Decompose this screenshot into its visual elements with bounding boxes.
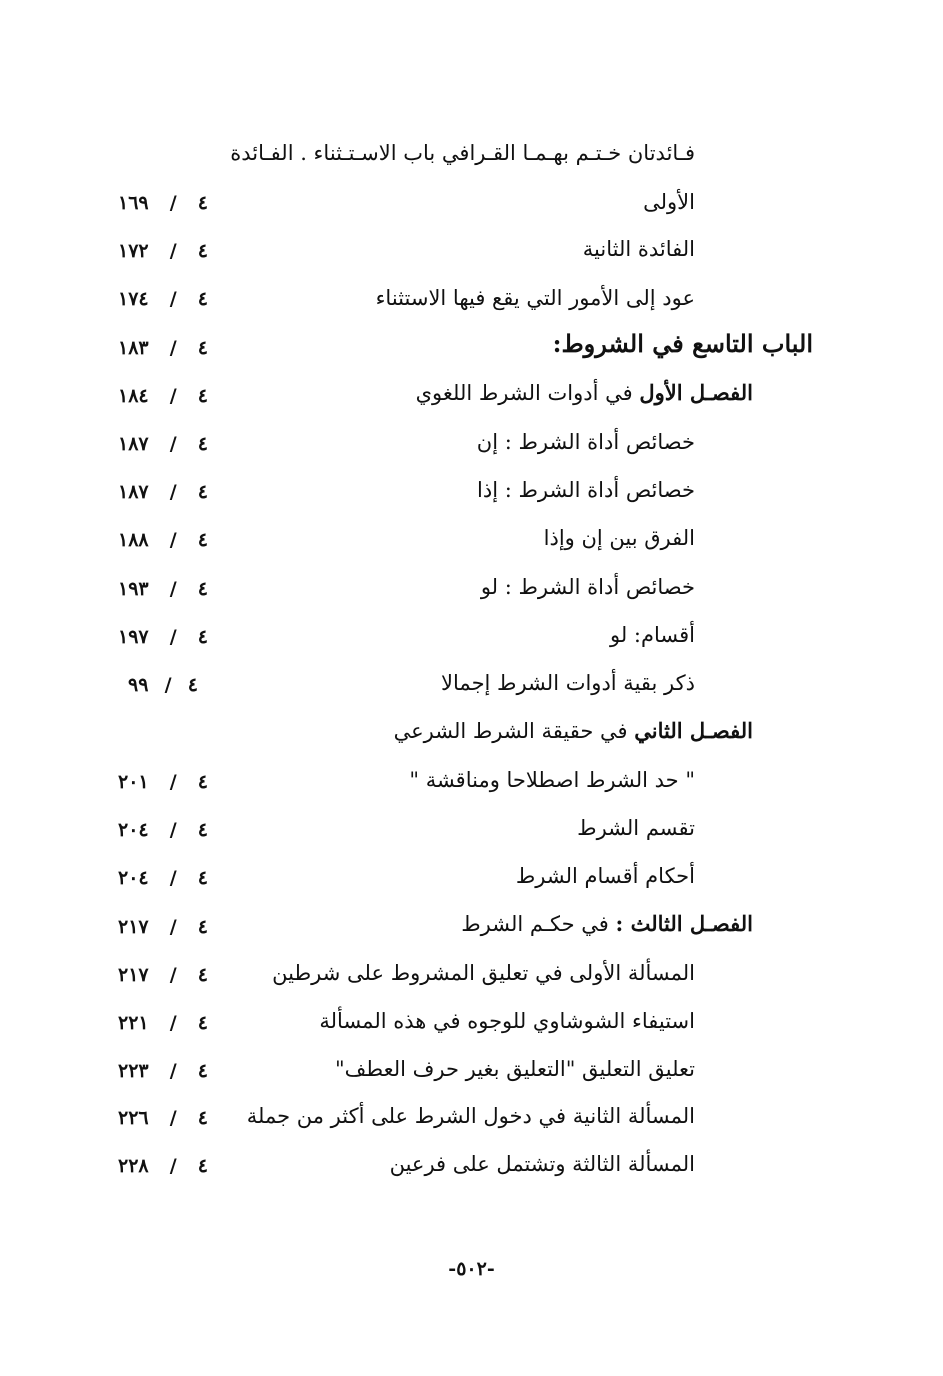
toc-entry-title: الأولى bbox=[643, 190, 695, 214]
section-title: في حكـم الشرط bbox=[461, 912, 616, 936]
ref-separator: / bbox=[169, 529, 177, 551]
page-number: ٢١٧ bbox=[118, 964, 149, 986]
volume-number: ٤ bbox=[197, 1012, 208, 1034]
volume-number: ٤ bbox=[197, 867, 208, 889]
toc-entry-ref bbox=[118, 960, 208, 990]
chapter-heading: الباب التاسع في الشروط: bbox=[552, 329, 813, 358]
toc-entry-ref bbox=[118, 767, 208, 797]
ref-separator: / bbox=[169, 1060, 177, 1082]
ref-separator: / bbox=[169, 288, 177, 310]
toc-entry-ref bbox=[118, 1056, 208, 1086]
volume-number: ٤ bbox=[197, 626, 208, 648]
page-number: ١٩٧ bbox=[118, 626, 149, 648]
ref-separator: / bbox=[169, 771, 177, 793]
toc-entry-ref bbox=[118, 477, 208, 507]
toc-entry-title: استيفاء الشوشاوي للوجوه في هذه المسألة bbox=[319, 1009, 695, 1033]
toc-entry-ref bbox=[118, 912, 208, 942]
volume-number: ٤ bbox=[197, 192, 208, 214]
volume-number: ٤ bbox=[187, 674, 198, 696]
page-number: ٢٢٦ bbox=[118, 1107, 149, 1129]
toc-entry-ref bbox=[118, 815, 208, 845]
toc-entry-ref bbox=[118, 236, 208, 266]
toc-entry-ref bbox=[118, 1103, 208, 1133]
volume-number: ٤ bbox=[197, 433, 208, 455]
ref-separator: / bbox=[169, 916, 177, 938]
volume-number: ٤ bbox=[197, 1107, 208, 1129]
section-label: الفصـل الثالث : bbox=[615, 911, 753, 936]
section-heading bbox=[416, 378, 753, 408]
ref-separator: / bbox=[169, 240, 177, 262]
toc-entry-title: أقسام: لو bbox=[609, 623, 695, 647]
toc-entry-ref bbox=[118, 381, 208, 411]
ref-separator: / bbox=[169, 1012, 177, 1034]
volume-number: ٤ bbox=[197, 819, 208, 841]
toc-entry-title: تعليق التعليق "التعليق بغير حرف العطف" bbox=[334, 1057, 695, 1081]
page-number: ١٦٩ bbox=[118, 192, 149, 214]
volume-number: ٤ bbox=[197, 529, 208, 551]
toc-entry-title: ذكر بقية أدوات الشرط إجمالا bbox=[441, 671, 695, 695]
toc-entry-title: فـائدتان خـتـم بهـمـا القـرافي باب الاسـتـثناء . الفـائدة bbox=[230, 141, 695, 165]
toc-entry-ref bbox=[118, 574, 208, 604]
volume-number: ٤ bbox=[197, 964, 208, 986]
volume-number: ٤ bbox=[197, 1060, 208, 1082]
toc-entry-title: خصائص أداة الشرط : إن bbox=[476, 430, 695, 454]
toc-entry-ref bbox=[118, 188, 208, 218]
page-number: ٢١٧ bbox=[118, 916, 149, 938]
volume-number: ٤ bbox=[197, 771, 208, 793]
volume-number: ٤ bbox=[197, 240, 208, 262]
ref-separator: / bbox=[164, 674, 172, 696]
ref-separator: / bbox=[169, 1107, 177, 1129]
page-number: ١٨٧ bbox=[118, 481, 149, 503]
page-number: ١٧٢ bbox=[118, 240, 149, 262]
section-label: الفصـل الأول bbox=[639, 380, 753, 405]
section-heading bbox=[461, 909, 753, 939]
toc-entry-title: الفائدة الثانية bbox=[582, 237, 695, 261]
toc-entry-ref bbox=[118, 429, 208, 459]
page-number: ١٨٤ bbox=[118, 385, 149, 407]
section-heading bbox=[394, 716, 753, 746]
section-label: الفصـل الثاني bbox=[634, 718, 753, 743]
page-number: ١٩٣ bbox=[118, 578, 149, 600]
volume-number: ٤ bbox=[197, 578, 208, 600]
ref-separator: / bbox=[169, 1155, 177, 1177]
ref-separator: / bbox=[169, 626, 177, 648]
section-title: في أدوات الشرط اللغوي bbox=[415, 381, 640, 405]
ref-separator: / bbox=[169, 867, 177, 889]
section-title: في حقيقة الشرط الشرعي bbox=[393, 719, 635, 743]
toc-entry-title: " حد الشرط اصطلاحا ومناقشة " bbox=[409, 768, 695, 792]
page-number: ٢٢٨ bbox=[118, 1155, 149, 1177]
ref-separator: / bbox=[169, 385, 177, 407]
page-number: ١٨٧ bbox=[118, 433, 149, 455]
toc-entry-title: عود إلى الأمور التي يقع فيها الاستثناء bbox=[375, 286, 695, 310]
page-footer-number: -٥٠٢- bbox=[448, 1258, 495, 1280]
page-number: ٢٢٣ bbox=[118, 1060, 149, 1082]
toc-entry-title: المسألة الثالثة وتشتمل على فرعين bbox=[389, 1152, 695, 1176]
toc-entry-ref bbox=[118, 622, 208, 652]
volume-number: ٤ bbox=[197, 337, 208, 359]
page-number: ٢٠١ bbox=[118, 771, 149, 793]
toc-entry-title: خصائص أداة الشرط : لو bbox=[480, 575, 695, 599]
volume-number: ٤ bbox=[197, 288, 208, 310]
ref-separator: / bbox=[169, 433, 177, 455]
toc-entry-ref bbox=[118, 1151, 208, 1181]
toc-entry-title: أحكام أقسام الشرط bbox=[515, 864, 695, 888]
page-number: ٢٠٤ bbox=[118, 819, 149, 841]
toc-entry-ref bbox=[128, 670, 198, 700]
ref-separator: / bbox=[169, 481, 177, 503]
toc-entry-title: المسألة الأولى في تعليق المشروط على شرطين bbox=[272, 961, 695, 985]
toc-entry-ref bbox=[118, 863, 208, 893]
toc-entry-title: خصائص أداة الشرط : إذا bbox=[477, 478, 695, 502]
toc-entry-ref bbox=[118, 1008, 208, 1038]
ref-separator: / bbox=[169, 964, 177, 986]
page-number: ٢٢١ bbox=[118, 1012, 149, 1034]
page-number: ٩٩ bbox=[128, 674, 149, 696]
volume-number: ٤ bbox=[197, 1155, 208, 1177]
ref-separator: / bbox=[169, 192, 177, 214]
ref-separator: / bbox=[169, 578, 177, 600]
toc-entry-title: المسألة الثانية في دخول الشرط على أكثر من جملة bbox=[246, 1104, 695, 1128]
toc-entry-ref bbox=[118, 333, 208, 363]
volume-number: ٤ bbox=[197, 916, 208, 938]
ref-separator: / bbox=[169, 819, 177, 841]
page-number: ١٨٣ bbox=[118, 337, 149, 359]
page-number: ٢٠٤ bbox=[118, 867, 149, 889]
ref-separator: / bbox=[169, 337, 177, 359]
toc-entry-title: تقسم الشرط bbox=[577, 816, 695, 840]
toc-entry-ref bbox=[118, 284, 208, 314]
volume-number: ٤ bbox=[197, 385, 208, 407]
page-number: ١٧٤ bbox=[118, 288, 149, 310]
volume-number: ٤ bbox=[197, 481, 208, 503]
toc-entry-title: الفرق بين إن وإذا bbox=[543, 526, 695, 550]
toc-entry-ref bbox=[118, 525, 208, 555]
page-number: ١٨٨ bbox=[118, 529, 149, 551]
